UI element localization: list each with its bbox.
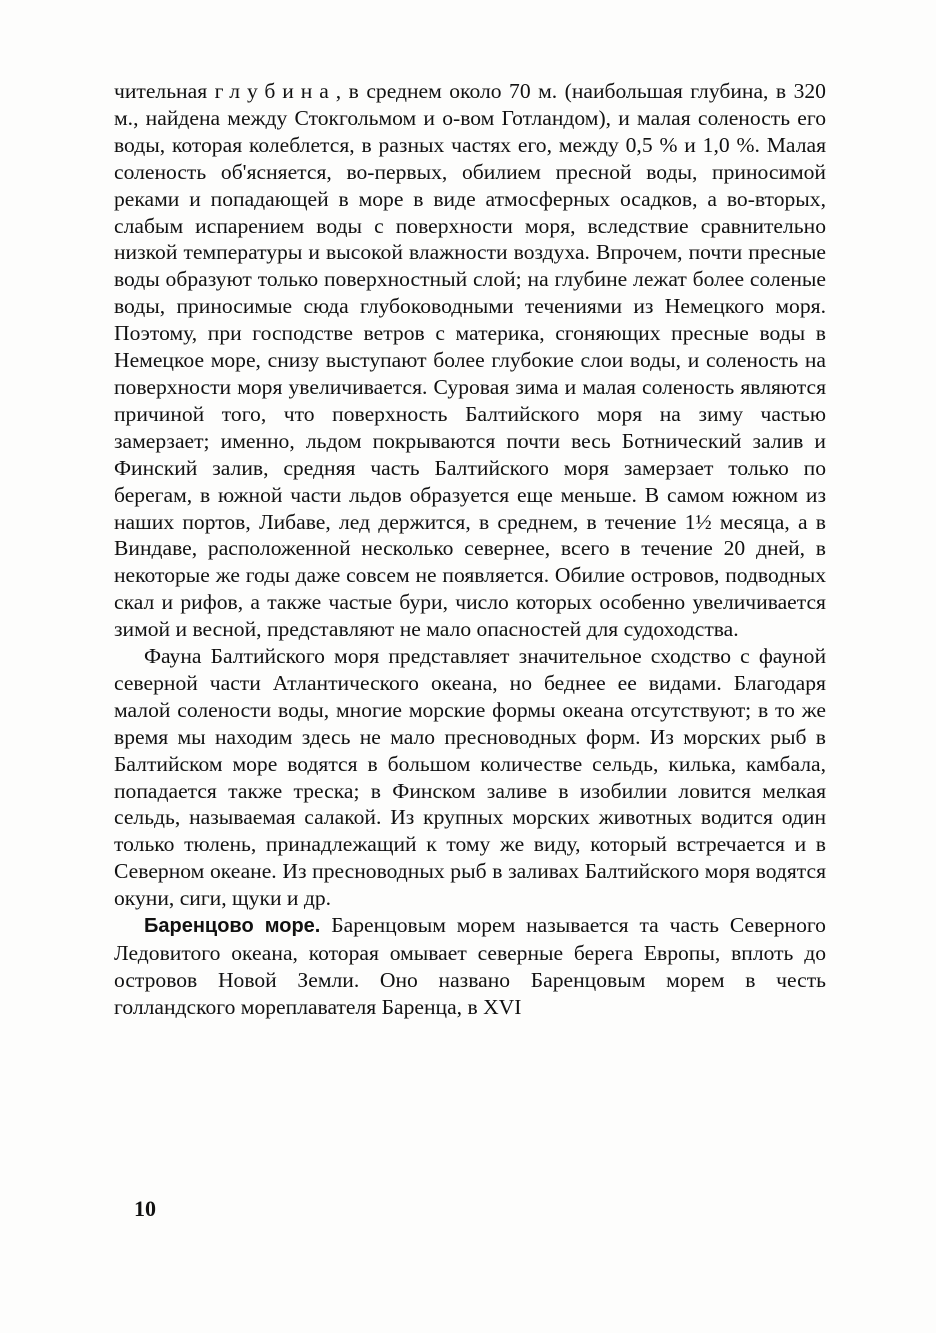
section-heading-barents-sea: Баренцово море. [144,915,321,938]
paragraph-body: , в среднем около 70 м. (наибольшая глубина, в 320 м., найдена между Стокгольмом и о-вом Готландом), и малая соленость его воды, которая колеблется, в разных частях его, между 0,5 % и 1,0 %. Малая соленость об'ясняется, во-первых, обилием пресной воды, приносимой реками и попадающей в море в виде атмосферных осадков, а во-вторых, слабым испарением воды с поверхности моря, вследствие сравнительно низкой температуры и высокой влажности воздуха. Впрочем, почти пресные воды образуют только поверхностный слой; на глубине лежат более соленые воды, приносимые сюда глубоководными течениями из Немецкого моря. Поэтому, при господстве ветров с материка, сгоняющих пресные воды в Немецкое море, снизу выступают более глубокие слои воды, и соленость на поверхности моря увеличивается. Суровая зима и малая соленость являются причиной того, что поверхность Балтийского моря на зиму частью замерзает; именно, льдом покрываются почти весь Ботнический залив и Финский залив, средняя часть Балтийского моря замерзает только по берегам, в южной части льдов образуется еще меньше. В самом южном из наших портов, Либаве, лед держится, в среднем, в течение 1½ месяца, а в Виндаве, расположенной несколько севернее, всего в течение 20 дней, в некоторые же годы даже совсем не появляется. Обилие островов, подводных скал и рифов, а также частые бури, число которых особенно увеличивается зимой и весной, представляют не мало опасностей для судоходства. [114,79,826,642]
paragraph-body: Баренцовым морем называется та часть Северного Ледовитого океана, которая омывает северные берега Европы, вплоть до островов Новой Земли. Оно названо Баренцовым морем в честь голландского мореплавателя Баренца, в XVI [114,913,826,1019]
paragraph-barents-sea [114,912,826,1021]
paragraph-prefix: чительная [114,79,208,103]
emphasized-term-depth: глубина [214,79,336,103]
body-text [114,78,826,1021]
paragraph-baltic-salinity [114,78,826,643]
paragraph-baltic-fauna: Фауна Балтийского моря представляет значительное сходство с фауной северной части Атлантического океана, но беднее ее видами. Благодаря малой солености воды, многие морские формы океана отсутствуют; в то же время мы находим здесь не мало пресноводных форм. Из морских рыб в Балтийском море водятся в большом количестве сельдь, килька, камбала, попадается также треска; в Финском заливе в изобилии ловится мелкая сельдь, называемая салакой. Из крупных морских животных водится один только тюлень, принадлежащий к тому же виду, который встречается и в Северном океане. Из пресноводных рыб в заливах Балтийского моря водятся окуни, сиги, щуки и др. [114,644,826,911]
page-number: 10 [134,1196,156,1221]
